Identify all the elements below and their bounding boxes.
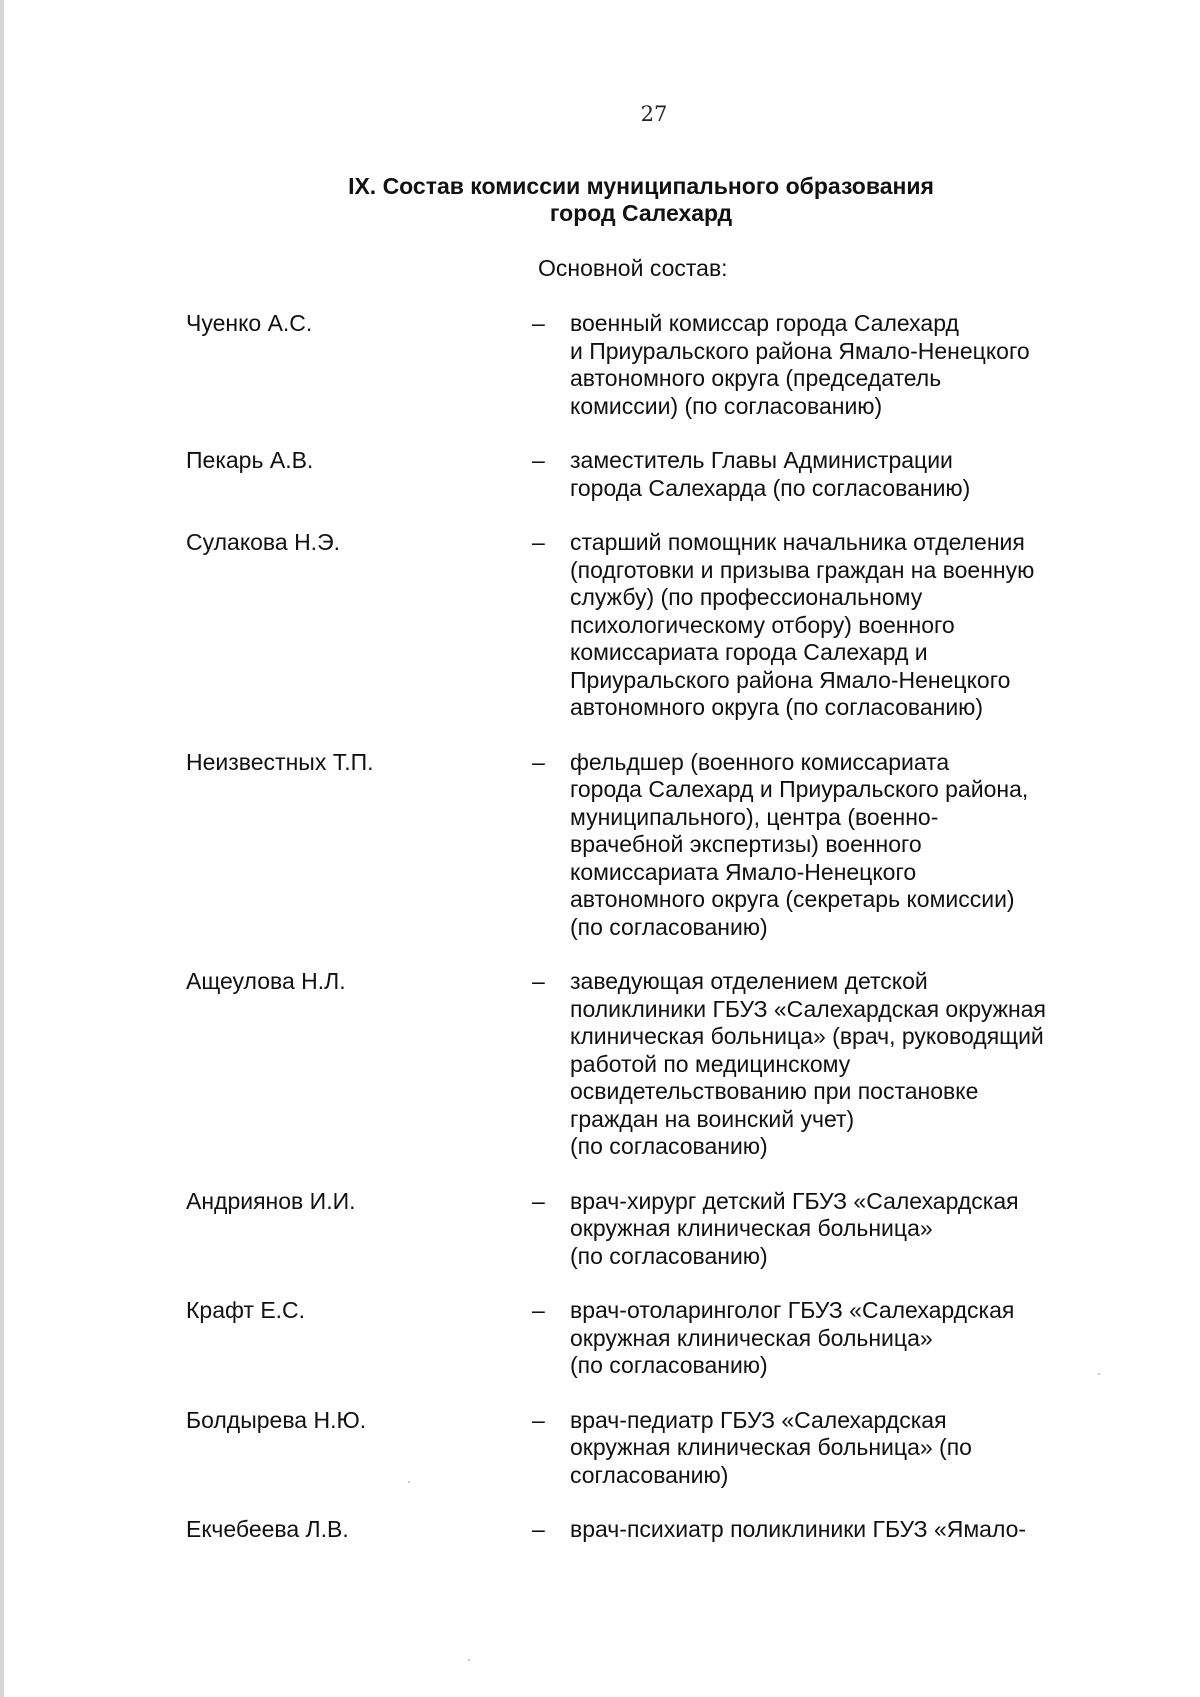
member-role-line: Приуральского района Ямало-Ненецкого	[570, 666, 1011, 693]
member-role	[570, 749, 1106, 942]
member-dash: –	[532, 1516, 545, 1542]
scan-speck	[468, 1659, 470, 1661]
member-role-line: автономного округа (по согласованию)	[570, 694, 984, 720]
member-row	[186, 1516, 1106, 1544]
member-dash: –	[532, 310, 545, 336]
member-role-line: комиссии) (по согласованию)	[570, 392, 883, 419]
member-row	[186, 1188, 1106, 1271]
member-role-line: заместитель Главы Администрации	[570, 447, 953, 473]
member-role-line: врач-педиатр ГБУЗ «Салехардская	[570, 1406, 947, 1433]
member-role	[570, 310, 1106, 420]
member-role	[570, 447, 1106, 502]
member-name: Андриянов И.И.	[186, 1187, 356, 1214]
page-edge	[0, 0, 4, 1697]
member-role-line: автономного округа (председатель	[570, 365, 942, 391]
member-dash: –	[532, 968, 545, 994]
subtitle-main-composition: Основной состав:	[538, 255, 728, 281]
member-role-line: врач-хирург детский ГБУЗ «Салехардская	[570, 1187, 1019, 1214]
member-row	[186, 310, 1106, 420]
member-role-line: муниципального), центра (военно-	[570, 803, 939, 830]
member-role	[570, 529, 1106, 722]
member-role-line: комиссариата Ямало-Ненецкого	[570, 858, 917, 885]
member-role-line: города Салехард и Приуральского района,	[570, 776, 1029, 802]
scan-speck	[1098, 1373, 1100, 1375]
section-title	[0, 173, 1200, 227]
member-role-line: (по согласованию)	[570, 1133, 768, 1159]
members-list	[186, 310, 1106, 1571]
member-name: Пекарь А.В.	[186, 447, 314, 473]
member-role-line: старший помощник начальника отделения	[570, 529, 1025, 555]
member-role-line: города Салехарда (по согласованию)	[570, 474, 971, 501]
member-dash: –	[532, 1187, 545, 1214]
member-role-line: врачебной экспертизы) военного	[570, 831, 922, 857]
scan-speck	[408, 1481, 410, 1483]
member-role	[570, 1188, 1106, 1271]
member-role-line: работой по медицинскому	[570, 1050, 851, 1077]
member-role-line: заведующая отделением детской	[570, 968, 928, 994]
member-role	[570, 968, 1106, 1161]
member-row	[186, 968, 1106, 1161]
member-role-line: службу) (по профессиональному	[570, 584, 923, 610]
member-dash: –	[532, 529, 545, 555]
member-role-line: (по согласованию)	[570, 1242, 768, 1269]
member-role-line: поликлиники ГБУЗ «Салехардская окружная	[570, 995, 1046, 1022]
member-role-line: и Приуральского района Ямало-Ненецкого	[570, 337, 1030, 364]
member-row	[186, 749, 1106, 942]
member-role-line: клиническая больница» (врач, руководящий	[570, 1023, 1044, 1049]
member-role-line: окружная клиническая больница»	[570, 1215, 933, 1241]
member-role-line: военный комиссар города Салехард	[570, 310, 959, 336]
member-dash: –	[532, 748, 545, 775]
section-title-line-2: город Салехард	[549, 200, 733, 226]
member-role-line: окружная клиническая больница» (по	[570, 1434, 972, 1460]
member-role-line: фельдшер (военного комиссариата	[570, 748, 950, 775]
member-role-line: (подготовки и призыва граждан на военную	[570, 556, 1035, 583]
member-role-line: освидетельствованию при постановке	[570, 1078, 979, 1104]
member-row	[186, 1297, 1106, 1380]
member-role-line: согласованию)	[570, 1461, 729, 1488]
member-name: Болдырева Н.Ю.	[186, 1406, 367, 1433]
member-name: Сулакова Н.Э.	[186, 529, 340, 555]
member-name: Крафт Е.С.	[186, 1297, 306, 1323]
member-dash: –	[532, 447, 545, 473]
page-number: 27	[640, 102, 668, 126]
member-role-line: окружная клиническая больница»	[570, 1324, 933, 1351]
section-title-line-1: IX. Состав комиссии муниципального образования	[348, 173, 934, 199]
member-dash: –	[532, 1406, 545, 1433]
member-role-line: граждан на воинский учет)	[570, 1105, 855, 1132]
member-role-line: врач-психиатр поликлиники ГБУЗ «Ямало-	[570, 1516, 1027, 1542]
member-row	[186, 529, 1106, 722]
member-row	[186, 1407, 1106, 1490]
member-role-line: комиссариата города Салехард и	[570, 639, 928, 665]
member-name: Ащеулова Н.Л.	[186, 968, 346, 994]
member-role	[570, 1407, 1106, 1490]
member-role	[570, 1297, 1106, 1380]
member-row	[186, 447, 1106, 502]
member-name: Чуенко А.С.	[186, 310, 313, 336]
member-role-line: (по согласованию)	[570, 1352, 768, 1378]
member-name: Неизвестных Т.П.	[186, 748, 374, 775]
member-role-line: психологическому отбору) военного	[570, 611, 955, 638]
member-name: Екчебеева Л.В.	[186, 1516, 349, 1542]
member-role-line: врач-отоларинголог ГБУЗ «Салехардская	[570, 1297, 1015, 1323]
member-dash: –	[532, 1297, 545, 1323]
member-role	[570, 1516, 1106, 1544]
member-role-line: (по согласованию)	[570, 913, 768, 940]
member-role-line: автономного округа (секретарь комиссии)	[570, 886, 1015, 912]
